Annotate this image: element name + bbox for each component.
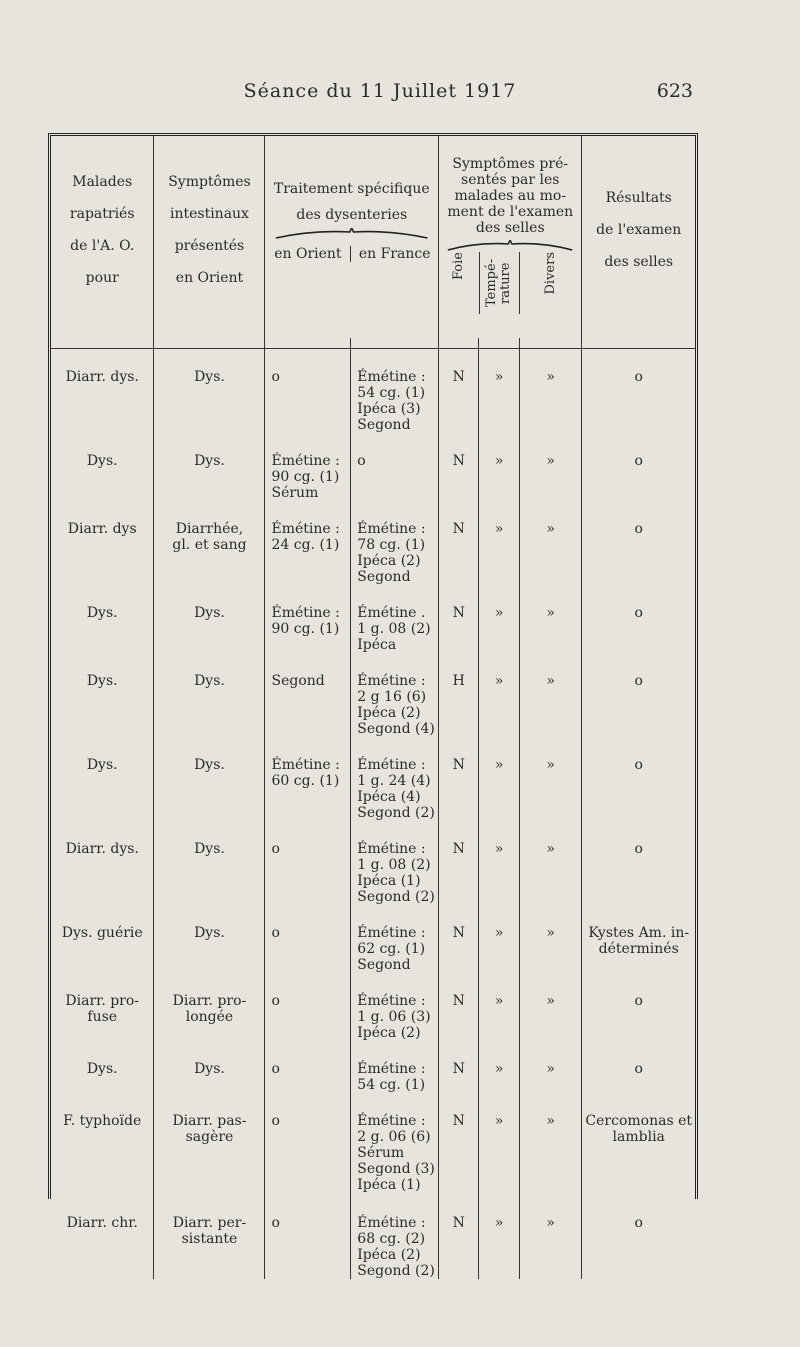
cell-symptomes-text: Dys. <box>194 1061 225 1077</box>
cell-foie <box>439 1093 479 1195</box>
cell-france <box>351 653 439 737</box>
header-separator <box>51 338 695 349</box>
cell-malades-text: Dys. <box>86 453 118 469</box>
table-row <box>51 349 695 434</box>
cell-france-text: Ipéca (1) <box>357 873 421 889</box>
cell-symptomes <box>154 433 265 501</box>
col-resultats-line: Résultats <box>605 190 672 206</box>
table-row <box>51 1041 695 1093</box>
cell-resultat-text: o <box>634 993 643 1009</box>
sub-divers-label: Divers <box>542 252 558 295</box>
cell-symptomes-text: Dys. <box>194 841 225 857</box>
cell-malades <box>51 973 154 1041</box>
cell-malades <box>51 653 154 737</box>
cell-foie-text: N <box>452 1113 465 1129</box>
cell-resultat <box>582 973 695 1041</box>
cell-france-text: Ipéca (1) <box>357 1177 421 1193</box>
cell-france <box>351 1195 439 1279</box>
sub-temperature-label: Tempé-rature <box>484 258 514 308</box>
cell-malades <box>51 1093 154 1195</box>
cell-orient-text: Émétine : <box>271 453 340 469</box>
cell-foie <box>439 1041 479 1093</box>
cell-france-text: Émétine : <box>357 993 426 1009</box>
brace-icon <box>274 228 429 240</box>
cell-symptomes-text: gl. et sang <box>172 537 247 553</box>
cell-foie-text: N <box>452 925 465 941</box>
cell-divers-text: » <box>546 521 555 537</box>
cell-orient-text: o <box>271 369 280 385</box>
col-symptomes-line: présentés <box>174 238 245 254</box>
cell-foie <box>439 821 479 905</box>
cell-france <box>351 905 439 973</box>
cell-divers-text: » <box>546 1215 555 1231</box>
page-title: Séance du 11 Juillet 1917 <box>243 80 517 102</box>
table-row <box>51 433 695 501</box>
cell-divers-text: » <box>546 925 555 941</box>
col-sel-line: des selles <box>475 220 545 236</box>
cell-symptomes-text: Diarrhée, <box>175 521 244 537</box>
col-symptomes <box>154 136 265 338</box>
cell-orient-text: 24 cg. (1) <box>271 537 340 553</box>
cell-france <box>351 973 439 1041</box>
cell-orient-text: Émétine : <box>271 605 340 621</box>
cell-france <box>351 501 439 585</box>
cell-orient <box>265 1093 351 1195</box>
cell-divers <box>519 1093 582 1195</box>
cell-resultat-text: Kystes Am. in- <box>588 925 690 941</box>
cell-temp <box>479 433 519 501</box>
sep-cell <box>582 338 695 349</box>
data-table <box>48 133 698 1279</box>
cell-foie-text: N <box>452 453 465 469</box>
cell-symptomes <box>154 973 265 1041</box>
cell-divers-text: » <box>546 673 555 689</box>
cell-symptomes <box>154 501 265 585</box>
cell-divers <box>519 433 582 501</box>
cell-france-text: 1 g. 08 (2) <box>357 621 431 637</box>
col-malades-line: de l'A. O. <box>70 238 135 254</box>
brace-icon <box>446 240 574 252</box>
cell-orient-text: o <box>271 1113 280 1129</box>
cell-france-text: 54 cg. (1) <box>357 1077 426 1093</box>
cell-orient <box>265 501 351 585</box>
cell-foie <box>439 973 479 1041</box>
table-header-row <box>51 136 695 338</box>
cell-resultat-text: o <box>634 841 643 857</box>
cell-symptomes-text: Dys. <box>194 453 225 469</box>
cell-malades-text: Diarr. pro- <box>65 993 140 1009</box>
cell-france <box>351 1041 439 1093</box>
cell-france-text: Émétine : <box>357 673 426 689</box>
sub-foie <box>439 252 479 314</box>
col-sel-line: ment de l'examen <box>447 204 574 220</box>
col-malades-line: pour <box>85 270 119 286</box>
table-row <box>51 1195 695 1279</box>
cell-symptomes-text: sagère <box>185 1129 234 1145</box>
cell-foie-text: N <box>452 369 465 385</box>
cell-symptomes <box>154 1041 265 1093</box>
table-row <box>51 737 695 821</box>
cell-symptomes-text: Dys. <box>194 605 225 621</box>
cell-malades-text: Dys. <box>86 757 118 773</box>
cell-foie <box>439 349 479 434</box>
cell-orient-text: Sérum <box>271 485 319 501</box>
sub-en-france <box>350 246 438 262</box>
cell-france-text: Ipéca (3) <box>357 401 421 417</box>
col-traitement-line: des dysenteries <box>296 207 408 223</box>
cell-france-text: Segond (2) <box>357 805 435 821</box>
cell-resultat <box>582 585 695 653</box>
cell-symptomes-text: Dys. <box>194 369 225 385</box>
cell-temp <box>479 821 519 905</box>
cell-france-text: Émétine : <box>357 925 426 941</box>
cell-temp-text: » <box>494 1113 504 1129</box>
sub-en-orient-label: en Orient <box>274 246 342 262</box>
sep-cell <box>51 338 154 349</box>
cell-orient-text: Segond <box>271 673 325 689</box>
cell-resultat <box>582 433 695 501</box>
cell-france-text: Segond <box>357 957 411 973</box>
cell-temp-text: » <box>494 993 504 1009</box>
cell-temp <box>479 737 519 821</box>
cell-france-text: Segond (4) <box>357 721 435 737</box>
cell-orient-text: o <box>271 1215 280 1231</box>
cell-malades <box>51 905 154 973</box>
cell-foie <box>439 737 479 821</box>
table-row <box>51 973 695 1041</box>
sub-divers <box>519 252 581 314</box>
cell-divers-text: » <box>546 1061 555 1077</box>
cell-malades <box>51 1041 154 1093</box>
cell-france-text: Émétine : <box>357 841 426 857</box>
cell-symptomes <box>154 1093 265 1195</box>
table-body <box>51 349 695 1280</box>
cell-orient-text: o <box>271 841 280 857</box>
cell-malades-text: Diarr. chr. <box>66 1215 138 1231</box>
cell-divers-text: » <box>546 453 555 469</box>
cell-foie <box>439 653 479 737</box>
cell-foie <box>439 585 479 653</box>
col-malades-line: Malades <box>72 174 133 190</box>
cell-orient-text: Émétine : <box>271 521 340 537</box>
cell-symptomes-text: longée <box>185 1009 234 1025</box>
cell-divers <box>519 501 582 585</box>
cell-symptomes <box>154 1195 265 1279</box>
cell-france-text: Sérum <box>357 1145 405 1161</box>
cell-temp-text: » <box>494 453 504 469</box>
cell-france-text: 2 g. 06 (6) <box>357 1129 431 1145</box>
col-symptomes-line: intestinaux <box>169 206 249 222</box>
cell-symptomes <box>154 653 265 737</box>
table-row <box>51 1093 695 1195</box>
cell-foie <box>439 1195 479 1279</box>
cell-malades-text: Diarr. dys. <box>65 841 139 857</box>
cell-malades-text: Dys. <box>86 605 118 621</box>
cell-temp-text: » <box>494 1061 504 1077</box>
sub-temperature <box>479 252 520 314</box>
cell-malades-text: Diarr. dys. <box>65 369 139 385</box>
cell-france-text: Émétine : <box>357 1061 426 1077</box>
cell-resultat-text: o <box>634 453 643 469</box>
cell-temp <box>479 501 519 585</box>
page-header <box>0 80 800 120</box>
cell-divers <box>519 349 582 434</box>
cell-foie <box>439 905 479 973</box>
cell-divers <box>519 973 582 1041</box>
cell-malades <box>51 433 154 501</box>
cell-temp <box>479 349 519 434</box>
cell-temp-text: » <box>494 841 504 857</box>
cell-orient-text: o <box>271 1061 280 1077</box>
cell-france-text: Ipéca <box>357 637 397 653</box>
cell-resultat <box>582 501 695 585</box>
cell-divers <box>519 1041 582 1093</box>
cell-divers <box>519 1195 582 1279</box>
col-symptomes-line: en Orient <box>175 270 244 286</box>
col-resultats-line: de l'examen <box>596 222 682 238</box>
cell-foie-text: H <box>452 673 465 689</box>
cell-foie-text: N <box>452 605 465 621</box>
cell-france-text: Émétine : <box>357 521 426 537</box>
cell-france <box>351 349 439 434</box>
cell-france-text: Segond (3) <box>357 1161 435 1177</box>
cell-resultat-text: o <box>634 673 643 689</box>
sub-en-orient <box>265 246 350 262</box>
cell-resultat-text: o <box>634 757 643 773</box>
cell-divers <box>519 585 582 653</box>
cell-resultat-text: o <box>634 1061 643 1077</box>
cell-foie-text: N <box>452 841 465 857</box>
cell-resultat <box>582 905 695 973</box>
cell-france-text: Ipéca (4) <box>357 789 421 805</box>
cell-france <box>351 585 439 653</box>
cell-orient-text: 60 cg. (1) <box>271 773 340 789</box>
cell-resultat <box>582 737 695 821</box>
col-sel-line: sentés par les <box>461 172 560 188</box>
cell-resultat-text: o <box>634 1215 643 1231</box>
cell-temp <box>479 905 519 973</box>
cell-temp-text: » <box>494 605 504 621</box>
cell-temp <box>479 973 519 1041</box>
cell-symptomes-text: sistante <box>181 1231 238 1247</box>
cell-symptomes-text: Diarr. pas- <box>172 1113 247 1129</box>
cell-temp-text: » <box>494 757 504 773</box>
cell-divers-text: » <box>546 841 555 857</box>
cell-malades <box>51 821 154 905</box>
page-number: 623 <box>656 80 693 102</box>
sep-cell <box>439 338 479 349</box>
sep-cell <box>351 338 439 349</box>
cell-resultat <box>582 821 695 905</box>
cell-foie-text: N <box>452 757 465 773</box>
cell-france-text: 2 g 16 (6) <box>357 689 427 705</box>
cell-orient <box>265 1195 351 1279</box>
cell-resultat-text: déterminés <box>598 941 679 957</box>
cell-malades <box>51 585 154 653</box>
col-sel-line: Symptômes pré- <box>452 156 569 172</box>
cell-orient-text: 90 cg. (1) <box>271 469 340 485</box>
cell-france <box>351 1093 439 1195</box>
cell-france-text: Ipéca (2) <box>357 1247 421 1263</box>
cell-divers-text: » <box>546 993 555 1009</box>
cell-france-text: Segond (2) <box>357 1263 435 1279</box>
cell-france-text: Émétine : <box>357 1215 426 1231</box>
cell-france-text: Ipéca (2) <box>357 553 421 569</box>
cell-divers <box>519 905 582 973</box>
cell-orient <box>265 737 351 821</box>
cell-temp-text: » <box>494 925 504 941</box>
cell-temp-text: » <box>494 1215 504 1231</box>
cell-orient <box>265 653 351 737</box>
cell-france-text: 1 g. 08 (2) <box>357 857 431 873</box>
cell-resultat-text: o <box>634 521 643 537</box>
col-malades <box>51 136 154 338</box>
cell-orient-text: 90 cg. (1) <box>271 621 340 637</box>
table-row <box>51 821 695 905</box>
cell-symptomes <box>154 905 265 973</box>
cell-france-text: 68 cg. (2) <box>357 1231 426 1247</box>
cell-symptomes-text: Diarr. per- <box>172 1215 247 1231</box>
cell-foie <box>439 501 479 585</box>
cell-france-text: Segond <box>357 417 411 433</box>
cell-symptomes <box>154 737 265 821</box>
cell-divers-text: » <box>546 605 555 621</box>
cell-temp <box>479 1093 519 1195</box>
cell-resultat-text: o <box>634 369 643 385</box>
cell-foie-text: N <box>452 1215 465 1231</box>
cell-france-text: Émétine : <box>357 757 426 773</box>
col-resultats-line: des selles <box>604 254 674 270</box>
table-row <box>51 501 695 585</box>
cell-resultat <box>582 1041 695 1093</box>
cell-malades <box>51 501 154 585</box>
cell-france <box>351 433 439 501</box>
col-sel-line: malades au mo- <box>454 188 567 204</box>
cell-malades <box>51 737 154 821</box>
cell-temp <box>479 653 519 737</box>
cell-divers-text: » <box>546 1113 555 1129</box>
cell-malades <box>51 349 154 434</box>
cell-orient <box>265 821 351 905</box>
cell-orient-text: Émétine : <box>271 757 340 773</box>
cell-resultat <box>582 1195 695 1279</box>
col-resultats <box>582 136 695 338</box>
cell-france-text: Émétine : <box>357 1113 426 1129</box>
cell-divers <box>519 821 582 905</box>
sub-foie-label: Foie <box>450 252 466 280</box>
cell-france-text: Émétine . <box>357 605 426 621</box>
cell-france <box>351 737 439 821</box>
cell-malades <box>51 1195 154 1279</box>
cell-orient-text: o <box>271 993 280 1009</box>
cell-france-text: 1 g. 06 (3) <box>357 1009 431 1025</box>
cell-temp-text: » <box>494 673 504 689</box>
cell-malades-text: Dys. <box>86 1061 118 1077</box>
cell-temp <box>479 1041 519 1093</box>
cell-symptomes-text: Dys. <box>194 757 225 773</box>
cell-france-text: Ipéca (2) <box>357 1025 421 1041</box>
sep-cell <box>265 338 351 349</box>
cell-resultat <box>582 1093 695 1195</box>
col-traitement-line: Traitement spécifique <box>273 181 430 197</box>
cell-resultat <box>582 653 695 737</box>
cell-symptomes <box>154 349 265 434</box>
cell-foie-text: N <box>452 1061 465 1077</box>
col-traitement <box>265 136 439 338</box>
cell-malades-text: Dys. guérie <box>61 925 143 941</box>
cell-france-text: Segond (2) <box>357 889 435 905</box>
cell-temp <box>479 585 519 653</box>
cell-foie <box>439 433 479 501</box>
cell-orient <box>265 585 351 653</box>
cell-resultat-text: Cercomonas et <box>585 1113 692 1129</box>
table-row <box>51 905 695 973</box>
cell-resultat-text: lamblia <box>612 1129 665 1145</box>
cell-symptomes-text: Dys. <box>194 925 225 941</box>
cell-france-text: Émétine : <box>357 369 426 385</box>
cell-temp <box>479 1195 519 1279</box>
table-row <box>51 585 695 653</box>
cell-resultat-text: o <box>634 605 643 621</box>
cell-orient <box>265 349 351 434</box>
cell-symptomes-text: Dys. <box>194 673 225 689</box>
table-row <box>51 653 695 737</box>
cell-symptomes <box>154 585 265 653</box>
cell-orient-text: o <box>271 925 280 941</box>
cell-temp-text: » <box>494 369 504 385</box>
cell-divers-text: » <box>546 369 555 385</box>
sep-cell <box>519 338 582 349</box>
cell-france-text: Ipéca (2) <box>357 705 421 721</box>
sep-cell <box>479 338 519 349</box>
cell-divers <box>519 737 582 821</box>
cell-malades-text: Dys. <box>86 673 118 689</box>
cell-resultat <box>582 349 695 434</box>
col-malades-line: rapatriés <box>69 206 135 222</box>
cell-malades-text: F. typhoïde <box>63 1113 142 1129</box>
cell-temp-text: » <box>494 521 504 537</box>
col-symptomes-selles <box>439 136 582 338</box>
cell-foie-text: N <box>452 993 465 1009</box>
cell-france <box>351 821 439 905</box>
cell-malades-text: fuse <box>87 1009 118 1025</box>
cell-malades-text: Diarr. dys <box>67 521 137 537</box>
cell-france-text: o <box>357 453 366 469</box>
cell-france-text: Segond <box>357 569 411 585</box>
cell-france-text: 78 cg. (1) <box>357 537 426 553</box>
sep-cell <box>154 338 265 349</box>
cell-divers <box>519 653 582 737</box>
cell-orient <box>265 973 351 1041</box>
cell-symptomes-text: Diarr. pro- <box>172 993 247 1009</box>
cell-foie-text: N <box>452 521 465 537</box>
cell-divers-text: » <box>546 757 555 773</box>
cell-france-text: 54 cg. (1) <box>357 385 426 401</box>
cell-france-text: 1 g. 24 (4) <box>357 773 431 789</box>
cell-orient <box>265 1041 351 1093</box>
col-symptomes-line: Symptômes <box>168 174 251 190</box>
cell-orient <box>265 433 351 501</box>
cell-france-text: 62 cg. (1) <box>357 941 426 957</box>
sub-en-france-label: en France <box>358 246 431 262</box>
cell-symptomes <box>154 821 265 905</box>
cell-orient <box>265 905 351 973</box>
